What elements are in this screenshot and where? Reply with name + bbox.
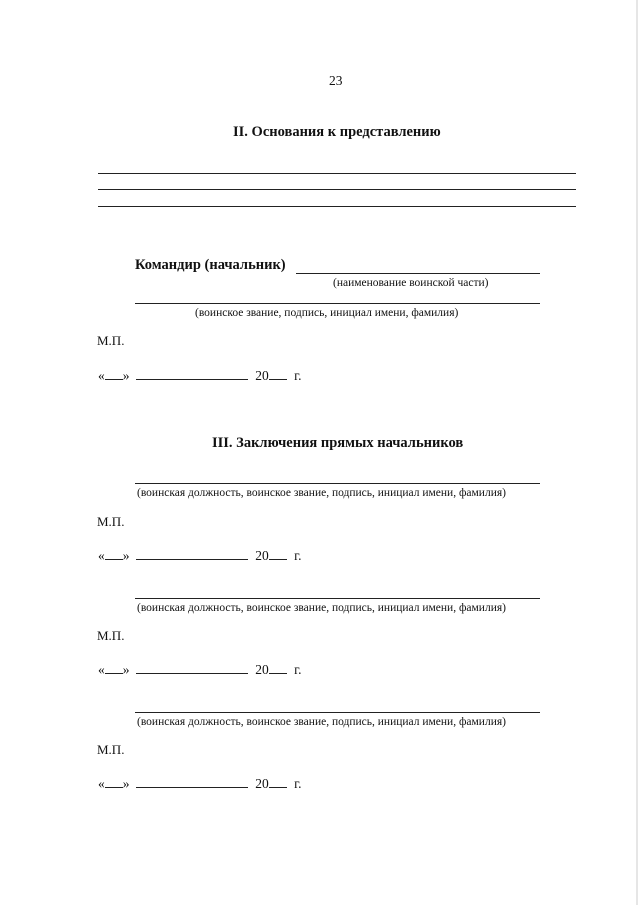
reasons-line-2[interactable]	[98, 189, 576, 190]
superior-1-date-row	[98, 547, 302, 564]
superior-3-seal-mark: М.П.	[97, 742, 125, 757]
year-prefix: 20	[255, 368, 269, 383]
month-field[interactable]	[136, 661, 248, 674]
page-right-edge	[636, 0, 638, 905]
commander-label: Командир (начальник)	[135, 257, 286, 273]
superior-1-seal-mark: М.П.	[97, 514, 125, 529]
section-2-heading: II. Основания к представлению	[233, 124, 441, 140]
year-prefix: 20	[255, 662, 269, 677]
date-open-quote: «	[98, 368, 105, 383]
day-field[interactable]	[105, 775, 123, 788]
date-open-quote: «	[98, 662, 105, 677]
superior-2-seal-mark: М.П.	[97, 628, 125, 643]
unit-name-caption: (наименование воинской части)	[333, 277, 489, 289]
commander-signature-line[interactable]	[135, 303, 540, 304]
superior-1-caption: (воинская должность, воинское звание, подпись, инициал имени, фамилия)	[137, 487, 506, 499]
date-close-quote: »	[122, 662, 130, 677]
year-field[interactable]	[269, 547, 287, 560]
superior-3-caption: (воинская должность, воинское звание, подпись, инициал имени, фамилия)	[137, 716, 506, 728]
year-suffix: г.	[294, 548, 302, 563]
year-field[interactable]	[269, 661, 287, 674]
year-prefix: 20	[255, 776, 269, 791]
reasons-line-3[interactable]	[98, 206, 576, 207]
year-field[interactable]	[269, 367, 287, 380]
month-field[interactable]	[136, 775, 248, 788]
day-field[interactable]	[105, 661, 123, 674]
commander-date-row	[98, 367, 302, 384]
superior-3-signature-line[interactable]	[135, 712, 540, 713]
superior-3-date-row	[98, 775, 302, 792]
year-field[interactable]	[269, 775, 287, 788]
day-field[interactable]	[105, 547, 123, 560]
month-field[interactable]	[136, 367, 248, 380]
date-close-quote: »	[122, 776, 130, 791]
year-suffix: г.	[294, 776, 302, 791]
section-3-heading: III. Заключения прямых начальников	[212, 435, 464, 451]
date-open-quote: «	[98, 548, 105, 563]
year-suffix: г.	[294, 368, 302, 383]
month-field[interactable]	[136, 547, 248, 560]
year-suffix: г.	[294, 662, 302, 677]
superior-2-caption: (воинская должность, воинское звание, подпись, инициал имени, фамилия)	[137, 602, 506, 614]
date-close-quote: »	[122, 368, 130, 383]
superior-2-date-row	[98, 661, 302, 678]
reasons-line-1[interactable]	[98, 173, 576, 174]
date-close-quote: »	[122, 548, 130, 563]
date-open-quote: «	[98, 776, 105, 791]
superior-1-signature-line[interactable]	[135, 483, 540, 484]
superior-2-signature-line[interactable]	[135, 598, 540, 599]
unit-name-line[interactable]	[296, 273, 540, 274]
commander-seal-mark: М.П.	[97, 333, 125, 348]
year-prefix: 20	[255, 548, 269, 563]
commander-signature-caption: (воинское звание, подпись, инициал имени, фамилия)	[195, 307, 459, 319]
day-field[interactable]	[105, 367, 123, 380]
page-number: 23	[329, 73, 343, 88]
